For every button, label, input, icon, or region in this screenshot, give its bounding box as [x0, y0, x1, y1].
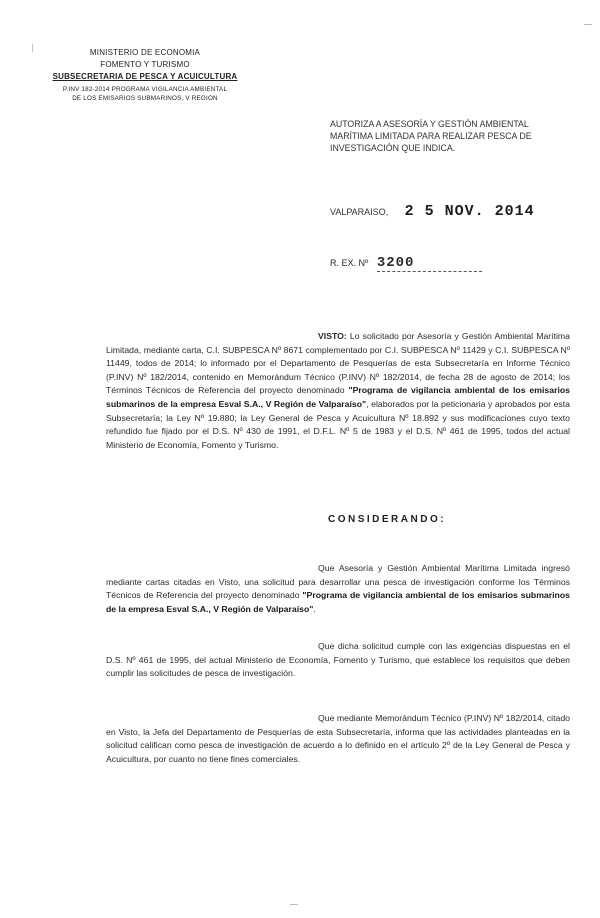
considerando-paragraph-2 [106, 640, 570, 681]
ministry-line-2: FOMENTO Y TURISMO [100, 60, 190, 69]
ministry-line-1: MINISTERIO DE ECONOMIA [89, 48, 201, 57]
considerando-3-text: Que mediante Memorándum Técnico (P.INV) Nº 182/2014, citado en Visto, la Jefa del Departamento de Pesquerías de esta Subsecretaría, informa que las actividades planteadas en la solicitud califican como pesca de investigación de acuerdo a lo definido en el artículo 2º de la Ley General de Pesca y Acuicultura, por cuanto no tiene fines comerciales. [106, 713, 570, 764]
crop-mark-bottom [290, 904, 298, 905]
considerando-1-text-2: . [313, 603, 316, 614]
program-line-1: P.INV 182-2014 PROGRAMA VIGILANCIA AMBIENTAL [62, 86, 228, 93]
program-line-2: DE LOS EMISARIOS SUBMARINOS, V REGION [72, 95, 218, 102]
date-stamp: 2 5 NOV. 2014 [404, 203, 535, 220]
considerando-paragraph-3 [106, 712, 570, 766]
considerando-2-text: Que dicha solicitud cumple con las exigencias dispuestas en el D.S. Nº 461 de 1995, del actual Ministerio de Economía, Fomento y Turismo, que establece los requisitos que deben cumplir las solicitudes de pesca de investigación. [106, 641, 570, 679]
considerando-1-text-1: Que Asesoría y Gestión Ambiental Marítima Limitada ingresó mediante cartas citadas en Visto, una solicitud para desarrollar una pesca de investigación conforme los Términos Técnicos de Referencia del proyecto denominado [106, 563, 570, 601]
crop-mark-top [584, 24, 592, 25]
subsecretaria-line: SUBSECRETARIA DE PESCA Y ACUICULTURA [52, 72, 238, 81]
visto-project-name: "Programa de vigilancia ambiental de los emisarios submarinos de la empresa Esval S.A., V Región de Valparaíso" [106, 385, 571, 409]
considerando-1-project-name: "Programa de vigilancia ambiental de los emisarios submarinos de la empresa Esval S.A., V Región de Valparaíso" [106, 590, 570, 614]
resolution-label: R. EX. Nº [330, 258, 369, 268]
resolution-subject: AUTORIZA A ASESORÍA Y GESTIÓN AMBIENTAL MARÍTIMA LIMITADA PARA REALIZAR PESCA DE INVESTIGACIÓN QUE INDICA. [330, 119, 532, 153]
visto-text-1: Lo solicitado por Asesoría y Gestión Ambiental Marítima Limitada, mediante carta, C.I. SUBPESCA Nº 8671 complementado por C.I. SUBPESCA Nº 11429 y C.I. SUBPESCA Nº 11449, todos de 2014; lo informado por el Departamento de Pesquerías de esta Subsecretaría en Informe Técnico (P.INV) Nº 182/2014, contenido en Memorándum Técnico (P.INV) Nº 182/2014, de fecha 28 de agosto de 2014; los Términos Técnicos de Referencia del proyecto denominado [106, 331, 570, 396]
date-row [330, 202, 535, 220]
considerando-title: CONSIDERANDO: [328, 514, 447, 525]
visto-paragraph [106, 330, 570, 452]
resolution-number: 3200 [377, 255, 482, 272]
date-city: VALPARAISO, [330, 207, 389, 217]
considerando-paragraph-1 [106, 562, 570, 616]
visto-text-2: , elaborados por la peticionaria y aprobados por esta Subsecretaría; la Ley Nº 19.880; la Ley General de Pesca y Acuicultura Nº 18.892 y sus modificaciones cuyo texto refundido fue fijado por el D.S. Nº 430 de 1991, el D.F.L. Nº 5 de 1983 y el D.S. Nº 461 de 1995, todos del actual Ministerio de Economía, Fomento y Turismo. [106, 398, 570, 450]
resolution-number-row [330, 255, 482, 272]
visto-label: VISTO: [318, 331, 347, 341]
